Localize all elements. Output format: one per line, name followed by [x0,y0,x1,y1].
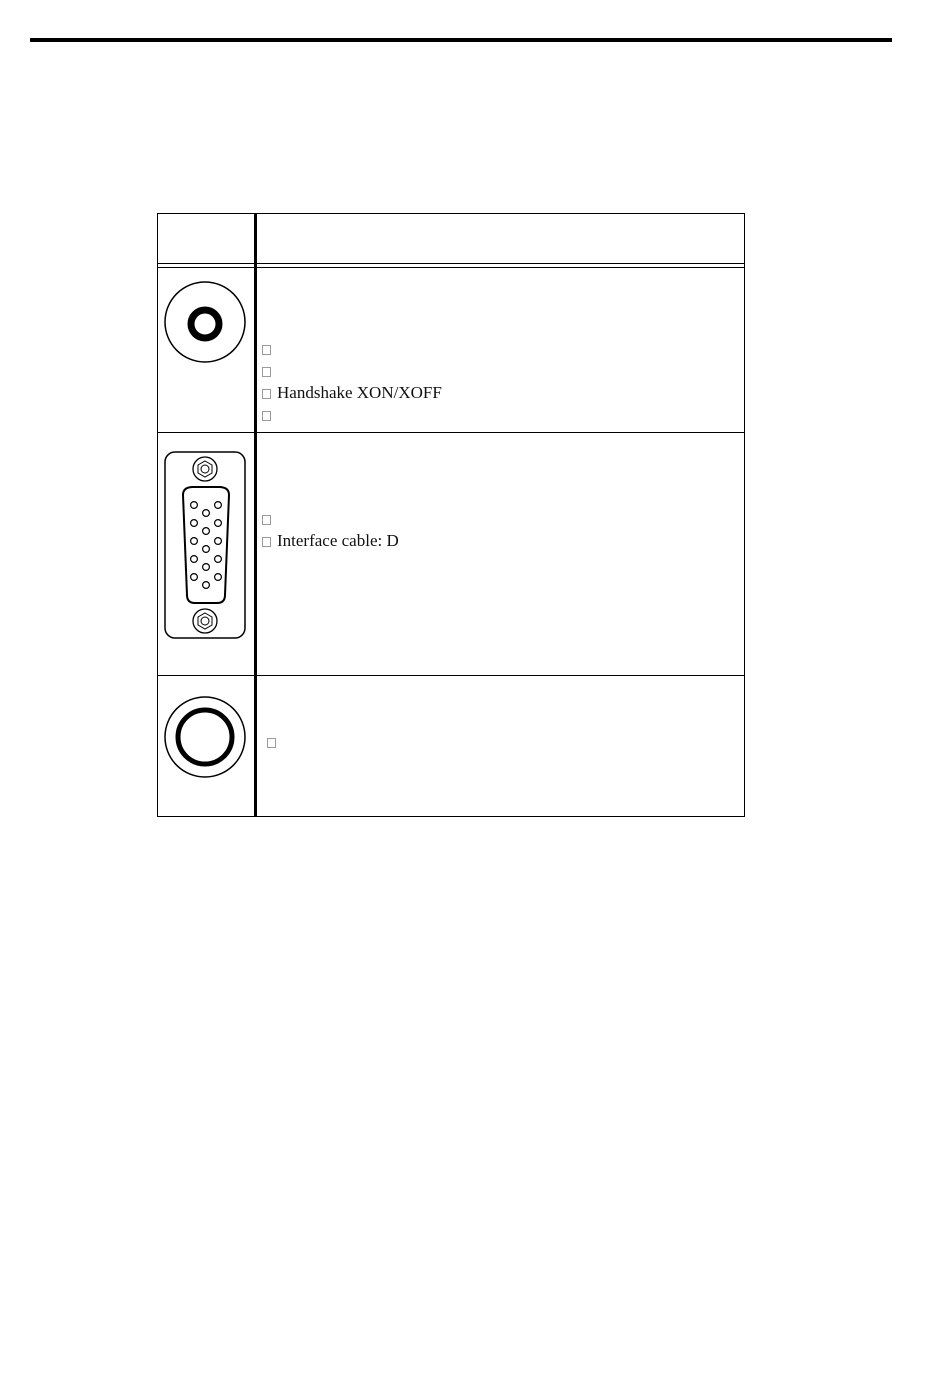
dsub-15-connector-icon [161,449,249,641]
bullet-marker [262,367,271,377]
connector-table [157,213,745,817]
row-divider [158,432,744,433]
bullet-item [262,404,277,426]
page-header-rule [30,38,892,42]
bullet-item [262,530,399,552]
bullet-item [262,338,277,360]
bullet-marker [262,345,271,355]
bullet-text: Interface cable: D [277,531,399,550]
bullet-marker [262,537,271,547]
bullet-marker [267,738,276,748]
row-divider [158,675,744,676]
bullet-text: Handshake XON/XOFF [277,383,442,402]
bullet-item [262,508,277,530]
column-divider [254,214,257,816]
header-divider [158,263,744,268]
round-din-connector-icon [161,277,249,367]
bullet-marker [262,515,271,525]
bullet-item [262,360,277,382]
bullet-marker [262,389,271,399]
bullet-item [267,731,282,753]
bullet-item [262,382,442,404]
bullet-marker [262,411,271,421]
round-jack-connector-icon [161,694,249,780]
